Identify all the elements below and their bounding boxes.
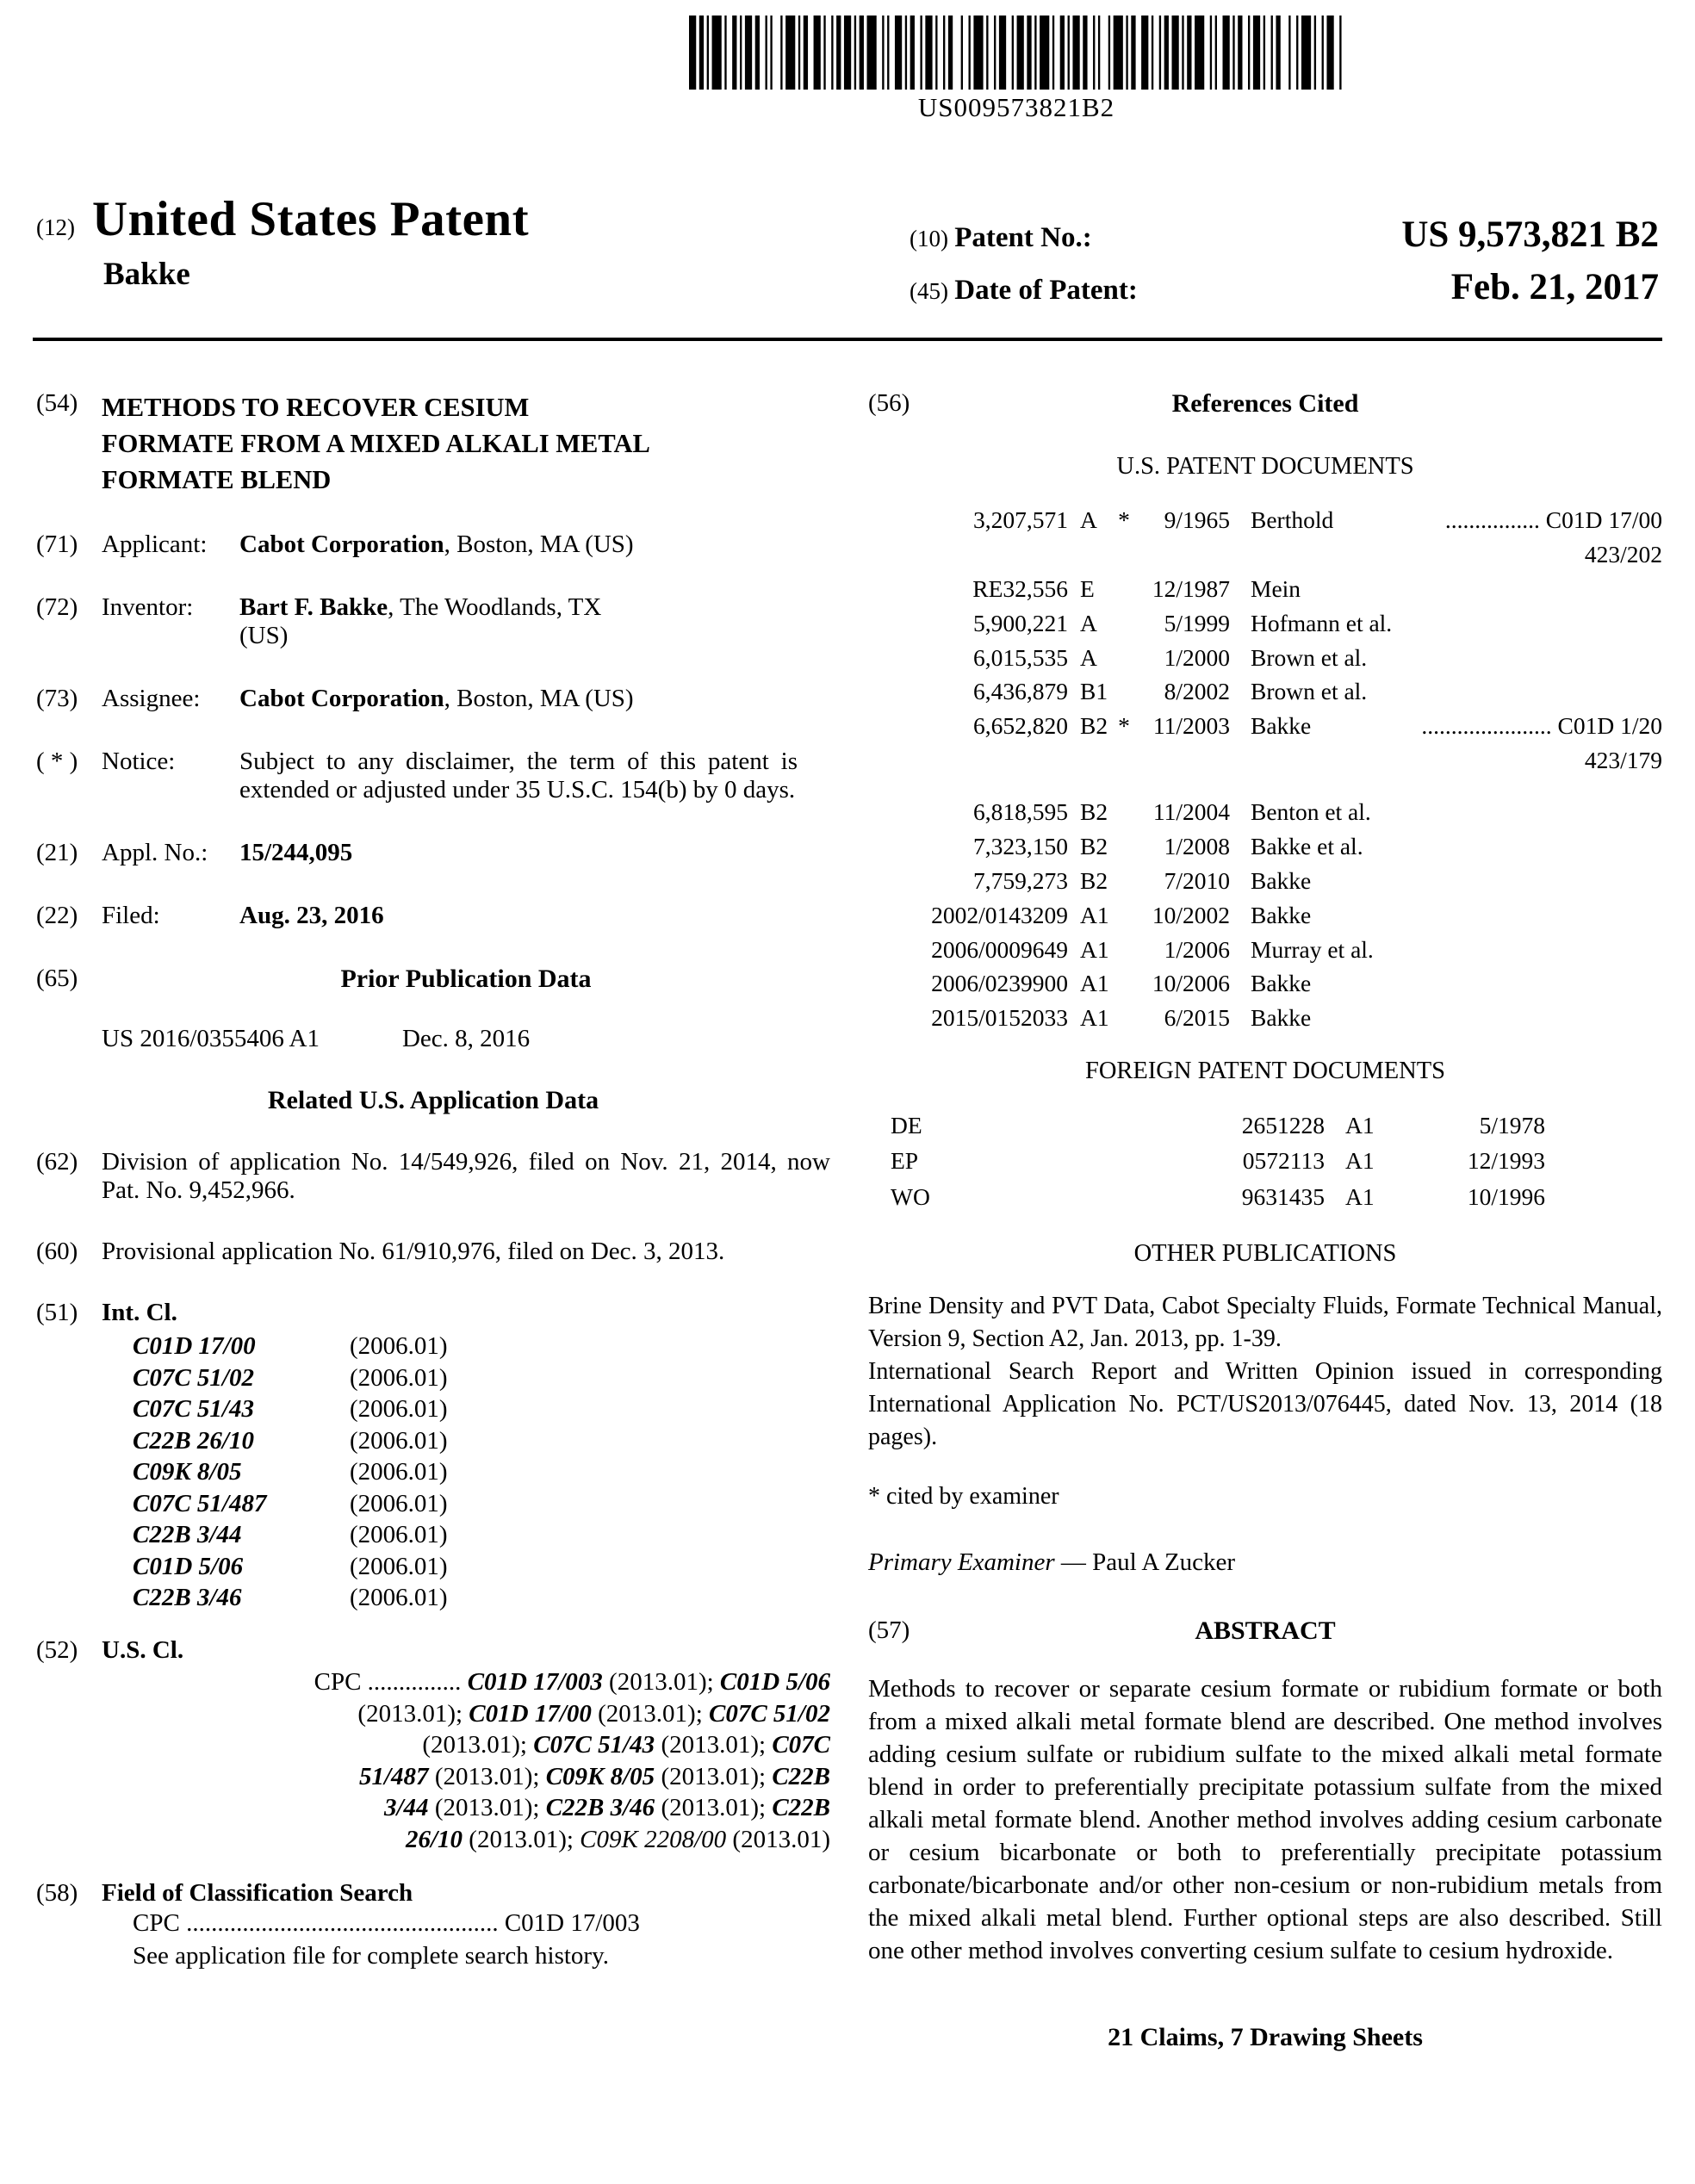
int-cl-version: (2006.01): [350, 1426, 448, 1455]
references-cited-heading: References Cited: [1171, 389, 1359, 418]
kind-code-cell: A: [1080, 506, 1097, 533]
inventor-cell: Bakke: [1251, 901, 1312, 928]
inventor-section: [36, 593, 830, 650]
us-patent-row: [868, 864, 1662, 898]
barcode-block: [689, 16, 1344, 123]
notice-key: Notice:: [102, 748, 176, 776]
inventor-cell: Murray et al.: [1251, 935, 1374, 963]
field-65-label: (65): [36, 965, 78, 993]
right-column: [868, 389, 1662, 2052]
us-patent-documents-table: [868, 503, 1662, 1035]
date-cell: 6/2015: [1164, 1004, 1230, 1032]
appl-no-value: 15/244,095: [239, 839, 353, 867]
int-cl-list: [102, 1331, 830, 1614]
examiner-cited-mark: [1111, 864, 1137, 898]
foreign-number-cell: 9631435: [1241, 1182, 1325, 1210]
related-data-heading: Related U.S. Application Data: [267, 1086, 599, 1115]
int-cl-entry: [102, 1551, 830, 1583]
country-cell: WO: [891, 1182, 930, 1210]
date-cell: 11/2003: [1152, 712, 1230, 740]
field-57-label: (57): [868, 1616, 910, 1645]
patent-number-cell: 7,323,150: [973, 832, 1068, 859]
patent-number-cell: 6,436,879: [973, 678, 1068, 705]
date-cell: 8/2002: [1164, 678, 1230, 705]
kind-code-cell: A1: [1080, 901, 1109, 928]
classification-cell: [1367, 641, 1662, 675]
classification-cell: [1311, 864, 1662, 898]
date-cell: 10/2002: [1152, 901, 1230, 928]
invention-title-line: FORMATE FROM A MIXED ALKALI METAL: [102, 429, 650, 459]
other-publication-item: International Search Report and Written Opinion issued in corresponding International Application No. PCT/US2013/076445, dated Nov. 13, 2014 (18 pages).: [868, 1358, 1662, 1451]
notice-section: [36, 748, 830, 804]
inventor-cell: Bakke: [1251, 1004, 1312, 1032]
int-cl-version: (2006.01): [350, 1395, 448, 1424]
int-cl-code: C22B 26/10: [133, 1426, 254, 1455]
kind-code-cell: A1: [1080, 970, 1109, 997]
appl-no-section: [36, 839, 830, 867]
us-patent-documents-heading: U.S. PATENT DOCUMENTS: [1116, 453, 1414, 480]
us-cl-heading: U.S. Cl.: [102, 1636, 184, 1665]
us-patent-row: [868, 641, 1662, 675]
cpc-line: CPC ............... C01D 17/003 (2013.01); C01D 5/06: [314, 1668, 830, 1697]
int-cl-entry: [102, 1362, 830, 1394]
field-60-label: (60): [36, 1238, 78, 1266]
inventor-cell: Hofmann et al.: [1251, 609, 1393, 636]
date-cell: 12/1987: [1152, 574, 1230, 602]
cited-by-examiner-note: * cited by examiner: [868, 1483, 1059, 1511]
date-cell: 1/2000: [1164, 643, 1230, 671]
field-58-label: (58): [36, 1879, 78, 1908]
primary-examiner-name: — Paul A Zucker: [1054, 1548, 1236, 1577]
date-cell: 10/2006: [1152, 970, 1230, 997]
examiner-cited-mark: *: [1118, 712, 1130, 740]
examiner-cited-mark: [1111, 641, 1137, 675]
applicant-value: [239, 530, 798, 559]
publication-date: Dec. 8, 2016: [401, 1025, 531, 1053]
cpc-line: (2013.01); C07C 51/43 (2013.01); C07C: [422, 1731, 830, 1759]
assignee-name: Cabot Corporation: [239, 685, 444, 713]
us-patent-row: [868, 795, 1662, 829]
date-cell: 9/1965: [1164, 506, 1230, 533]
page-title: United States Patent: [91, 192, 530, 246]
appl-no-key: Appl. No.:: [102, 839, 208, 867]
examiner-cited-mark: [1111, 572, 1137, 606]
patent-number-cell: 5,900,221: [973, 609, 1068, 636]
us-patent-row: [868, 709, 1662, 743]
field-72-label: (72): [36, 593, 78, 622]
publication-number: US 2016/0355406 A1: [102, 1025, 320, 1053]
us-patent-row: [868, 933, 1662, 967]
kind-code-cell: E: [1080, 574, 1095, 602]
patent-number-cell: 3,207,571: [973, 506, 1068, 533]
inventor-cell: Brown et al.: [1251, 678, 1368, 705]
int-cl-entry: [102, 1488, 830, 1520]
us-patent-row: [868, 606, 1662, 641]
body-columns: [36, 389, 1662, 2052]
int-cl-version: (2006.01): [350, 1363, 448, 1392]
us-patent-row: [868, 829, 1662, 864]
classification-cell: [1367, 674, 1662, 709]
assignee-location: , Boston, MA (US): [444, 685, 634, 713]
patent-number-cell: 7,759,273: [973, 866, 1068, 894]
int-cl-version: (2006.01): [350, 1458, 448, 1486]
foreign-patent-row: [891, 1108, 1662, 1143]
patent-date-row: [910, 266, 1659, 308]
field-of-search-section: [36, 1879, 830, 1972]
patent-number-cell: 6,652,820: [973, 712, 1068, 740]
inventor-cell: Brown et al.: [1251, 643, 1368, 671]
applicant-section: [36, 530, 830, 559]
us-patent-row: [868, 674, 1662, 709]
header-left: [36, 191, 751, 319]
kind-code-cell: B2: [1080, 712, 1108, 740]
inventor-cell: Benton et al.: [1251, 798, 1371, 825]
int-cl-code: C07C 51/487: [133, 1489, 267, 1517]
us-patent-row: [868, 503, 1662, 537]
classification-cell: [1363, 829, 1662, 864]
int-cl-entry: [102, 1582, 830, 1614]
int-cl-entry: [102, 1519, 830, 1551]
provisional-text: Provisional application No. 61/910,976, filed on Dec. 3, 2013.: [102, 1238, 725, 1266]
examiner-cited-mark: [1111, 795, 1137, 829]
int-cl-version: (2006.01): [350, 1521, 448, 1549]
foreign-kind-cell: A1: [1345, 1147, 1375, 1175]
date-cell: 7/2010: [1164, 866, 1230, 894]
int-cl-code: C07C 51/02: [133, 1363, 254, 1392]
foreign-date-cell: 12/1993: [1467, 1147, 1545, 1175]
classification-cell: [1371, 795, 1662, 829]
patent-no-label-group: [910, 222, 1092, 254]
prior-publication-heading: Prior Publication Data: [340, 965, 592, 994]
kind-code-cell: B1: [1080, 678, 1108, 705]
field-of-search-cpc: CPC .................................................. C01D 17/003: [133, 1909, 640, 1938]
int-cl-version: (2006.01): [350, 1332, 448, 1361]
kind-code-cell: A: [1080, 609, 1097, 636]
int-cl-version: (2006.01): [350, 1552, 448, 1580]
us-patent-row: [868, 966, 1662, 1001]
patent-number-cell: 2006/0239900: [931, 970, 1068, 997]
kind-code-cell: B2: [1080, 832, 1108, 859]
int-cl-heading: Int. Cl.: [102, 1299, 177, 1327]
barcode-text: US009573821B2: [917, 92, 1115, 122]
inventor-cell: Bakke et al.: [1251, 832, 1363, 859]
foreign-number-cell: 0572113: [1242, 1147, 1325, 1175]
us-cl-content: [102, 1636, 830, 1855]
patent-number-cell: 2002/0143209: [931, 901, 1068, 928]
patent-date-label-group: [910, 275, 1138, 307]
references-cited-section: [868, 389, 1662, 419]
field-21-label: (21): [36, 839, 78, 867]
classification-cell: ...................... C01D 1/20: [1421, 712, 1662, 740]
field-52-label: (52): [36, 1636, 78, 1665]
examiner-cited-mark: [1111, 674, 1137, 709]
date-cell: 1/2006: [1164, 935, 1230, 963]
patent-number-cell: RE32,556: [972, 574, 1068, 602]
primary-examiner-label: Primary Examiner: [868, 1548, 1055, 1577]
field-51-label: (51): [36, 1299, 78, 1327]
field-22-label: (22): [36, 902, 78, 930]
int-cl-code: C09K 8/05: [133, 1458, 242, 1486]
classification-cell: [1301, 572, 1662, 606]
field-62-label: (62): [36, 1148, 78, 1176]
applicant-name: Cabot Corporation: [239, 530, 444, 559]
inventor-cell: Bakke: [1251, 866, 1312, 894]
us-cl-section: [36, 1636, 830, 1855]
abstract-text: Methods to recover or separate cesium formate or rubidium formate or both from a mixed alkali metal formate blend are described. One method involves adding cesium sulfate or rubidium sulfate to the mixed alkali metal formate blend in order to preferentially precipitate potassium sulfate from the mixed alkali metal formate blend. Another method involves adding cesium carbonate or cesium bicarbonate or both to preferentially precipitate potassium carbonate/bicarbonate and/or other non-cesium or non-rubidium metals from the mixed alkali metal blend. Further optional steps are also described. Still one other method involves converting cesium sulfate to cesium hydroxide.: [868, 1675, 1662, 1965]
title-section: [36, 389, 830, 498]
examiner-cited-mark: [1111, 966, 1137, 1001]
left-column: [36, 389, 830, 2052]
header-right: [910, 191, 1659, 319]
related-data-section: [36, 1086, 830, 1115]
division-text: Division of application No. 14/549,926, filed on Nov. 21, 2014, now Pat. No. 9,452,966.: [102, 1148, 830, 1205]
classification-cell: [1311, 1001, 1662, 1035]
foreign-patent-row: [891, 1143, 1662, 1178]
field-56-label: (56): [868, 389, 910, 417]
examiner-cited-mark: [1111, 1001, 1137, 1035]
prior-publication-section: [36, 965, 830, 1053]
cpc-line: 3/44 (2013.01); C22B 3/46 (2013.01); C22B: [384, 1794, 830, 1822]
field-star-label: ( * ): [36, 748, 78, 776]
classification-cell: [1392, 606, 1662, 641]
invention-title: [102, 389, 830, 498]
int-cl-code: C01D 5/06: [133, 1552, 244, 1580]
cpc-line: 26/10 (2013.01); C09K 2208/00 (2013.01): [405, 1825, 830, 1853]
int-cl-content: [102, 1299, 830, 1614]
abstract-section: [868, 1616, 1662, 1968]
inventor-line2: (US): [239, 622, 289, 650]
examiner-cited-mark: [1111, 898, 1137, 933]
other-publications-list: [868, 1290, 1662, 1454]
notice-text: Subject to any disclaimer, the term of this patent is extended or adjusted under 35 U.S.C. 154(b) by 0 days.: [239, 748, 798, 804]
cpc-classification-block: [102, 1666, 830, 1855]
claims-drawing-note: 21 Claims, 7 Drawing Sheets: [1108, 2023, 1423, 2052]
inventor-location: , The Woodlands, TX: [388, 593, 602, 622]
foreign-date-cell: 10/1996: [1467, 1182, 1545, 1210]
cpc-line: (2013.01); C01D 17/00 (2013.01); C07C 51/02: [357, 1699, 830, 1728]
kind-code-cell: A1: [1080, 935, 1109, 963]
date-cell: 11/2004: [1152, 798, 1230, 825]
patent-date-label: Date of Patent:: [954, 275, 1138, 306]
kind-code-cell: B2: [1080, 866, 1108, 894]
int-cl-version: (2006.01): [350, 1489, 448, 1517]
classification-continuation: 423/179: [1584, 747, 1662, 774]
field-of-search-note: See application file for complete search history.: [133, 1941, 609, 1970]
field-54-label: (54): [36, 389, 78, 417]
abstract-heading: ABSTRACT: [1195, 1616, 1336, 1646]
patent-number-cell: 6,818,595: [973, 798, 1068, 825]
foreign-number-cell: 2651228: [1241, 1112, 1325, 1139]
int-cl-entry: [102, 1393, 830, 1425]
field-45-label: (45): [910, 278, 948, 304]
patent-no-label: Patent No.:: [954, 222, 1092, 253]
header-divider: [33, 338, 1662, 341]
field-12-label: (12): [36, 214, 75, 240]
examiner-cited-mark: *: [1118, 506, 1130, 533]
provisional-section: [36, 1238, 830, 1266]
inventor-line1: [239, 593, 601, 621]
primary-examiner-line: [868, 1548, 1662, 1577]
classification-cell: [1374, 933, 1662, 967]
title-row: [36, 191, 751, 247]
inventor-cell: Berthold: [1251, 506, 1334, 533]
patent-number-cell: 6,015,535: [973, 643, 1068, 671]
examiner-cited-mark: [1111, 933, 1137, 967]
country-cell: DE: [891, 1112, 922, 1139]
classification-cell: [1311, 966, 1662, 1001]
filed-key: Filed:: [102, 902, 160, 930]
barcode-icon: [689, 16, 1344, 90]
date-cell: 5/1999: [1164, 609, 1230, 636]
applicant-key: Applicant:: [102, 530, 208, 559]
foreign-kind-cell: A1: [1345, 1182, 1375, 1210]
field-10-label: (10): [910, 226, 948, 251]
int-cl-entry: [102, 1331, 830, 1362]
patent-no-row: [910, 214, 1659, 256]
header: [36, 191, 1659, 319]
invention-title-line: METHODS TO RECOVER CESIUM: [102, 393, 530, 422]
examiner-cited-mark: [1111, 829, 1137, 864]
foreign-patent-documents-table: [891, 1108, 1662, 1214]
other-publications-heading: OTHER PUBLICATIONS: [1133, 1239, 1397, 1267]
int-cl-code: C01D 17/00: [133, 1332, 256, 1361]
patent-number-cell: 2006/0009649: [931, 935, 1068, 963]
field-71-label: (71): [36, 530, 78, 559]
int-cl-entry: [102, 1425, 830, 1457]
classification-cell: ................ C01D 17/00: [1444, 506, 1662, 533]
cpc-line: 51/487 (2013.01); C09K 8/05 (2013.01); C22B: [359, 1762, 830, 1790]
patent-date-value: Feb. 21, 2017: [1450, 267, 1659, 307]
field-73-label: (73): [36, 685, 78, 713]
int-cl-section: [36, 1299, 830, 1614]
foreign-kind-cell: A1: [1345, 1112, 1375, 1139]
inventor-name: Bart F. Bakke: [239, 593, 388, 622]
patent-no-value: US 9,573,821 B2: [1401, 214, 1659, 255]
us-patent-row: [868, 898, 1662, 933]
filed-value: Aug. 23, 2016: [239, 902, 384, 930]
assignee-section: [36, 685, 830, 713]
inventor-key: Inventor:: [102, 593, 194, 622]
foreign-date-cell: 5/1978: [1479, 1112, 1545, 1139]
us-patent-row: [868, 1001, 1662, 1035]
date-cell: 1/2008: [1164, 832, 1230, 859]
assignee-key: Assignee:: [102, 685, 201, 713]
int-cl-version: (2006.01): [350, 1584, 448, 1612]
kind-code-cell: B2: [1080, 798, 1108, 825]
int-cl-code: C22B 3/44: [133, 1521, 242, 1549]
invention-title-line: FORMATE BLEND: [102, 465, 332, 495]
division-section: [36, 1148, 830, 1205]
applicant-location: , Boston, MA (US): [444, 530, 634, 559]
kind-code-cell: A: [1080, 643, 1097, 671]
foreign-patent-documents-heading: FOREIGN PATENT DOCUMENTS: [1084, 1058, 1446, 1085]
field-of-search-content: [102, 1879, 830, 1972]
patent-number-cell: 2015/0152033: [931, 1004, 1068, 1032]
other-publication-item: Brine Density and PVT Data, Cabot Specialty Fluids, Formate Technical Manual, Version 9, Section A2, Jan. 2013, pp. 1-39.: [868, 1292, 1662, 1352]
examiner-cited-mark: [1111, 606, 1137, 641]
inventor-cell: Bakke: [1251, 970, 1312, 997]
foreign-patent-row: [891, 1179, 1662, 1214]
int-cl-entry: [102, 1456, 830, 1488]
kind-code-cell: A1: [1080, 1004, 1109, 1032]
inventor-cell: Mein: [1251, 574, 1301, 602]
us-patent-row: [868, 572, 1662, 606]
inventor-value: [239, 593, 798, 650]
filed-section: [36, 902, 830, 930]
country-cell: EP: [891, 1147, 919, 1175]
int-cl-code: C07C 51/43: [133, 1395, 254, 1424]
int-cl-code: C22B 3/46: [133, 1584, 242, 1612]
field-of-search-heading: Field of Classification Search: [102, 1879, 413, 1908]
inventor-cell: Bakke: [1251, 712, 1312, 740]
classification-continuation: 423/202: [1584, 540, 1662, 568]
inventor-surname: Bakke: [103, 257, 190, 292]
assignee-value: [239, 685, 798, 713]
classification-cell: [1311, 898, 1662, 933]
prior-publication-entry: [36, 1025, 830, 1053]
